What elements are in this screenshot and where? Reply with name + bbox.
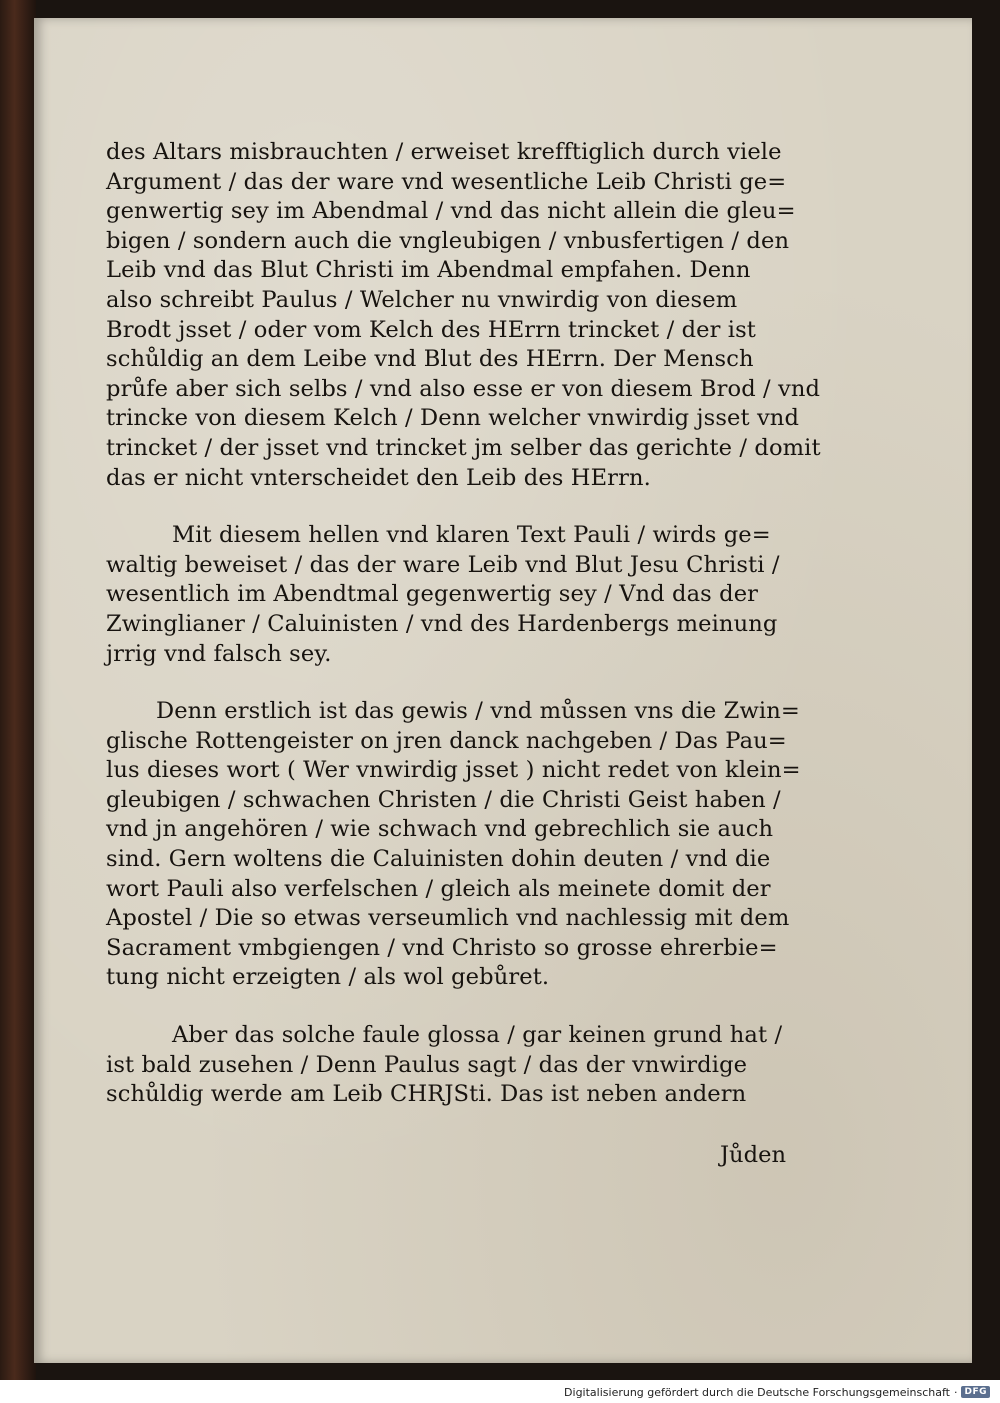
footer-credit [564, 1384, 990, 1400]
text-line: Brodt jsset / oder vom Kelch des HErrn trincket / der ist [106, 316, 756, 343]
text-line: tung nicht erzeigten / als wol gebůret. [106, 964, 550, 991]
text-line: gleubigen / schwachen Christen / die Christi Geist haben / [106, 786, 781, 813]
text-line: průfe aber sich selbs / vnd also esse er von diesem Brod / vnd [106, 375, 821, 402]
paragraph-gap [106, 493, 836, 521]
text-line: Argument / das der ware vnd wesentliche Leib Christi ge= [106, 168, 787, 195]
text-line: Leib vnd das Blut Christi im Abendmal empfahen. Denn [106, 257, 751, 284]
text-line: Aber das solche faule glossa / gar keinen grund hat / [172, 1022, 783, 1049]
text-line: glische Rottengeister on jren danck nachgeben / Das Pau= [106, 727, 787, 754]
text-line: genwertig sey im Abendmal / vnd das nicht allein die gleu= [106, 198, 796, 225]
book-page [34, 18, 972, 1363]
text-line: Sacrament vmbgiengen / vnd Christo so grosse ehrerbie= [106, 934, 778, 961]
dfg-logo-icon: DFG [961, 1386, 990, 1398]
text-line: vnd jn angehören / wie schwach vnd gebrechlich sie auch [106, 816, 774, 843]
book-binding-edge [0, 0, 36, 1380]
text-line: bigen / sondern auch die vngleubigen / vnbusfertigen / den [106, 227, 790, 254]
text-line: waltig beweiset / das der ware Leib vnd Blut Jesu Christi / [106, 551, 780, 578]
text-line: jrrig vnd falsch sey. [106, 640, 332, 667]
text-line: Apostel / Die so etwas verseumlich vnd nachlessig mit dem [106, 905, 790, 932]
paragraph-gap [106, 669, 836, 697]
text-line: Denn erstlich ist das gewis / vnd můssen vns die Zwin= [156, 698, 800, 725]
footer-separator: · [953, 1385, 958, 1399]
text-line: des Altars misbrauchten / erweiset krefftiglich durch viele [106, 139, 782, 165]
text-line: Mit diesem hellen vnd klaren Text Pauli / wirds ge= [172, 522, 771, 549]
text-line: lus dieses wort ( Wer vnwirdig jsset ) nicht redet von klein= [106, 757, 801, 784]
text-line: schůldig an dem Leibe vnd Blut des HErrn. Der Mensch [106, 346, 754, 373]
page-text-block [106, 138, 836, 1110]
catchword: Jůden [720, 1142, 786, 1168]
text-line: trincke von diesem Kelch / Denn welcher vnwirdig jsset vnd [106, 405, 800, 432]
text-line: also schreibt Paulus / Welcher nu vnwirdig von diesem [106, 286, 738, 313]
paragraph-gap [106, 993, 836, 1021]
text-line: sind. Gern woltens die Caluinisten dohin deuten / vnd die [106, 846, 771, 873]
text-line: Zwinglianer / Caluinisten / vnd des Hardenbergs meinung [106, 610, 778, 637]
text-line: wort Pauli also verfelschen / gleich als meinete domit der [106, 875, 771, 902]
text-line: ist bald zusehen / Denn Paulus sagt / das der vnwirdige [106, 1051, 748, 1078]
text-line: wesentlich im Abendtmal gegenwertig sey / Vnd das der [106, 581, 759, 608]
text-line: schůldig werde am Leib CHRJSti. Das ist neben andern [106, 1081, 747, 1108]
text-line: trincket / der jsset vnd trincket jm selber das gerichte / domit [106, 434, 821, 461]
footer-credit-text: Digitalisierung gefördert durch die Deutsche Forschungsgemeinschaft [564, 1385, 950, 1399]
text-line: das er nicht vnterscheidet den Leib des HErrn. [106, 464, 651, 491]
